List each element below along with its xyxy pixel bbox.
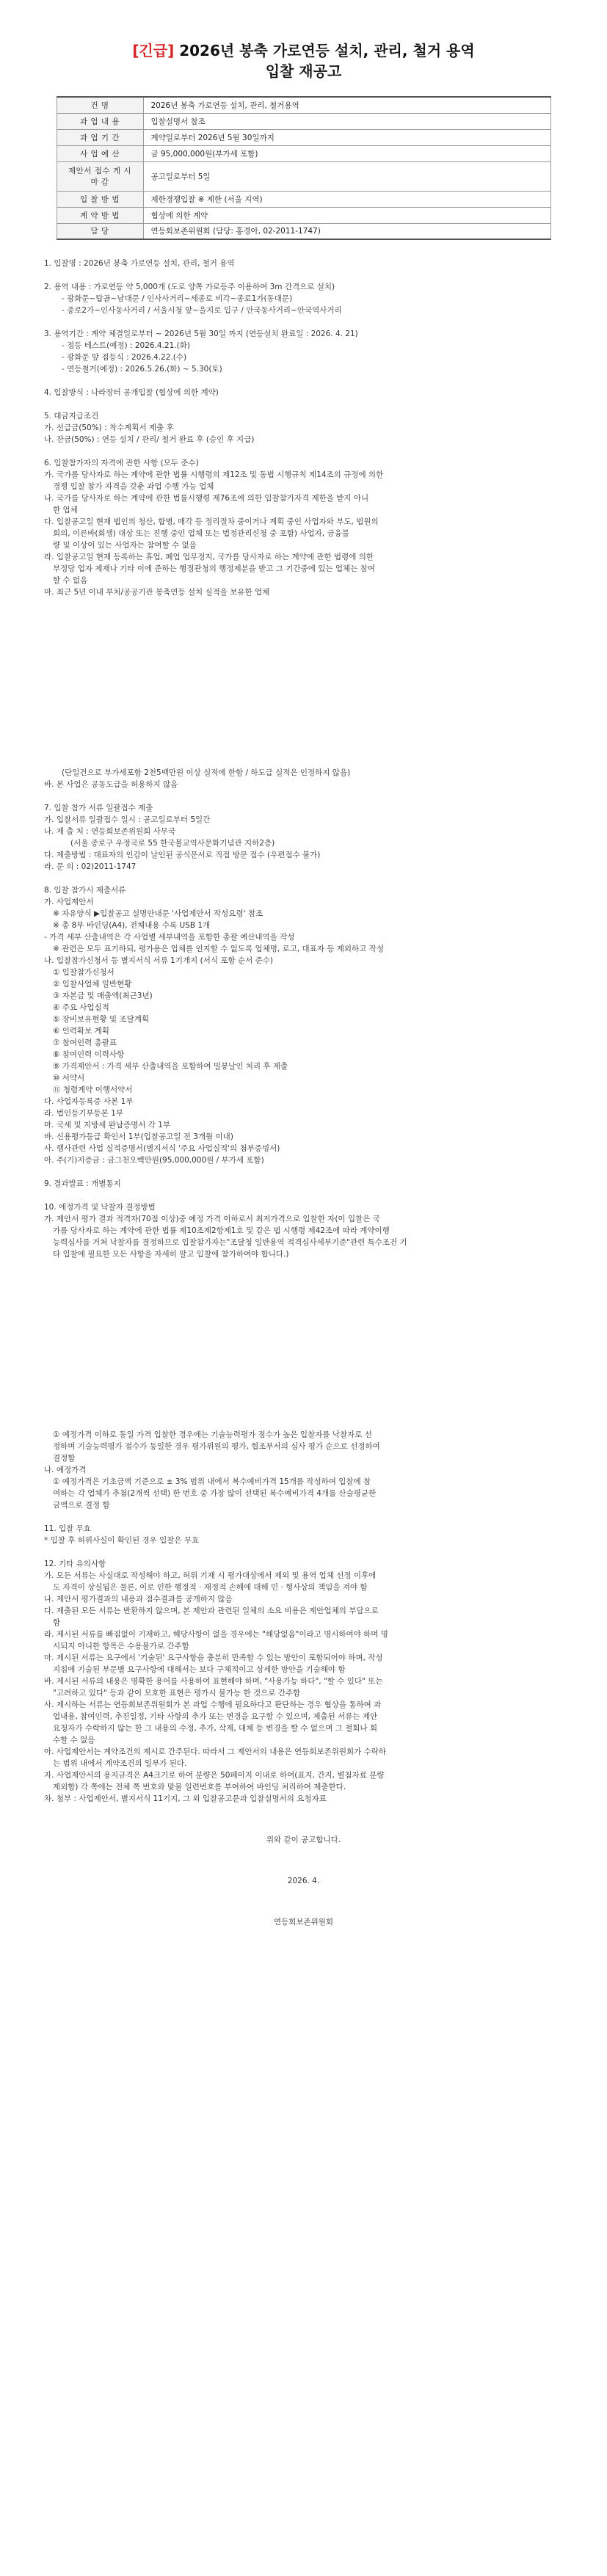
section-7: [44, 802, 563, 873]
closing-statement: 위와 같이 공고합니다.: [266, 1835, 341, 1844]
section-line: 바. 본 사업은 공동도급을 허용하지 않음: [44, 780, 178, 789]
notice-body: [44, 258, 563, 1928]
section-line: 마. 최근 5년 이내 부처/공공기관 봉축연등 설치 실적을 보유한 업체: [44, 588, 270, 597]
section-line: 금액으로 결정 함: [53, 1501, 110, 1510]
section-line: 다. 제출된 모든 서류는 반환하지 않으며, 본 제안과 관련된 일체의 소요 비용은 제안업체의 부담으로: [44, 1607, 379, 1615]
table-row: [57, 191, 550, 207]
section-line: - 점등 테스트(예정) : 2026.4.21.(화): [62, 341, 190, 350]
section-6: [44, 457, 563, 598]
section-10-continued: [44, 1429, 563, 1511]
section-line: 여하는 각 업체가 추첨(2개씩 선택) 한 번호 중 가장 많이 선택된 복수예비가격 4개를 산술평균한: [53, 1489, 377, 1498]
section-line: 시되지 아니한 항목은 수용불가로 간주함: [53, 1642, 189, 1651]
section-1: 1. 입찰명 : 2026년 봉축 가로연등 설치, 관리, 철거 용역: [44, 259, 235, 268]
section-line: 2. 용역 내용 : 가로연등 약 5,000개 (도로 양쪽 가로등주 이용하여 3m 간격으로 설치): [44, 283, 335, 291]
section-line: ① 예정가격은 기초금액 기준으로 ± 3% 범위 내에서 복수예비가격 15개를 작성하여 입찰에 참: [53, 1477, 371, 1486]
section-line: 수할 수 없음: [53, 1736, 95, 1744]
section-line: (서울 종로구 우정국로 55 한국불교역사문화기념관 지하2층): [70, 839, 275, 848]
section-8: [44, 884, 563, 1166]
row-key: 과 업 내 용: [57, 113, 143, 129]
section-line: - 광화문 앞 점등식 : 2026.4.22.(수): [62, 353, 187, 362]
section-line: 나. 잔금(50%) : 연등 설치 / 관리/ 철거 완료 후 (승인 후 지급): [44, 435, 255, 444]
section-line: 나. 예정가격: [44, 1466, 87, 1474]
section-line: (단일건으로 부가세포함 2천5백만원 이상 실적에 한함 / 하도급 실적은 인정하지 않음): [62, 768, 351, 777]
section-line: - 종로2가~인사동사거리 / 서울시청 앞~을지로 입구 / 안국동사거리~안국역사거리: [62, 306, 342, 315]
notice-title: [44, 40, 563, 81]
row-key: 담 당: [57, 223, 143, 239]
section-line: 마. 국세 및 지방세 완납증명서 각 1부: [44, 1121, 171, 1129]
section-line: 라. 법인등기부등본 1부: [44, 1109, 123, 1118]
section-line: 자. 사업제안서의 용지규격은 A4크기로 하여 분량은 50페이지 이내로 하여(표지, 간지, 별첨자료 분량: [44, 1771, 385, 1780]
section-line: 라. 문 의 : 02)2011-1747: [44, 862, 137, 871]
section-line: 3. 용역기간 : 계약 체결일로부터 ~ 2026년 5월 30일 까지 (연등설치 완료일 : 2026. 4. 21): [44, 330, 358, 338]
section-line: 다. 입찰공고일 현재 법인의 청산, 합병, 매각 등 정리절차 중이거나 계획 중인 사업자와 부도, 법원의: [44, 517, 379, 526]
section-line: 마. 제시된 서류는 요구에서 '기술된' 요구사항을 충분히 만족할 수 있는 방안이 포함되어야 하며, 작성: [44, 1653, 383, 1662]
section-line: ① 예정가격 이하로 동일 가격 입찰한 경우에는 기술능력평가 점수가 높은 입찰자를 낙찰자로 선: [53, 1430, 372, 1439]
table-row: [57, 223, 550, 239]
section-5: [44, 410, 563, 445]
row-value: 제한경쟁입찰 ※ 제한 (서울 지역): [143, 191, 550, 207]
row-value: 입찰설명서 참조: [143, 113, 550, 129]
section-line: 함: [53, 1618, 61, 1627]
section-line: 11. 입찰 무효: [44, 1524, 91, 1533]
section-line: "고려하고 있다" 등과 같이 모호한 표현은 평가시 불가능 한 것으로 간주함: [53, 1689, 301, 1698]
section-line: * 입찰 후 허위사실이 확인된 경우 입찰은 무효: [44, 1536, 200, 1545]
section-9: 9. 결과발표 : 개별통지: [44, 1179, 121, 1188]
section-line: 다. 사업자등록증 사본 1부: [44, 1097, 134, 1106]
section-line: 라. 제시된 서류를 빠짐없이 기재하고, 해당사항이 없을 경우에는 "해당없음"이라고 명시하여야 하며 명: [44, 1630, 388, 1639]
row-value: 공고일로부터 5일: [143, 161, 550, 191]
row-key: 건 명: [57, 97, 143, 113]
row-key: 과 업 기 간: [57, 129, 143, 145]
section-line: 나. 제 출 처 : 연등회보존위원회 사무국: [44, 827, 176, 836]
section-line: 가. 입찰서류 일괄접수 일시 : 공고일로부터 5일간: [44, 815, 211, 824]
section-line: 회의, 이른바(회생) 대상 또는 진행 중인 업체 또는 법정관리신청 중 포함) 사업자, 금융불: [53, 529, 349, 538]
section-line: ※ 자유양식 ▶입찰공고 설명안내문 '사업제안서 작성요령' 참조: [53, 909, 263, 918]
section-line: ③ 자본금 및 매출액(최근3년): [53, 992, 153, 1000]
section-line: 는 범위 내에서 계약조건의 일부가 된다.: [53, 1759, 187, 1768]
section-line: ※ 총 8부 바인딩(A4), 전체내용 수록 USB 1개: [53, 921, 211, 930]
title-line-1: [44, 40, 563, 61]
row-value: 연등회보존위원회 (담당: 홍경아, 02-2011-1747): [143, 223, 550, 239]
section-line: ① 입찰참가신청서: [53, 968, 115, 977]
section-line: 가. 선급금(50%) : 착수계획서 제출 후: [44, 423, 174, 432]
section-line: 제외함) 각 쪽에는 전체 쪽 번호와 맞물 일련번호를 부여하여 바인딩 처리하여 제출한다.: [53, 1783, 346, 1791]
section-line: ⑤ 장비보유현황 및 조달계획: [53, 1015, 149, 1024]
title-line-2: 입찰 재공고: [265, 62, 342, 80]
section-line: ⑥ 인력확보 계획: [53, 1027, 109, 1036]
row-key: 계 약 방 법: [57, 207, 143, 223]
section-line: 바. 제시된 서류의 내용은 명확한 용어를 사용하여 표현해야 하며, "사용가능 하다", "할 수 있다" 또는: [44, 1677, 383, 1686]
section-line: 아. 사업제안서는 계약조건의 제시로 간주된다. 따라서 그 제안서의 내용은 연등회보존위원회가 수락하: [44, 1747, 387, 1756]
section-line: 아. 주(기)지증금 : 금그천오백만원(95,000,000원 / 부가세 포함): [44, 1156, 264, 1165]
section-line: ⑨ 가격제안서 : 가격 세부 산출내역을 포함하여 밀봉날인 처리 후 제출: [53, 1062, 288, 1071]
row-key: 입 찰 방 법: [57, 191, 143, 207]
section-line: 요청자가 수락하지 않는 한 그 내용의 수정, 추가, 삭제, 대체 등 변경을 할 수 없으며 그 철회나 회: [53, 1724, 378, 1733]
section-line: 바. 신용평가등급 확인서 1부(입찰공고일 전 3개월 이내): [44, 1132, 233, 1141]
closing-issuer: 연등회보존위원회: [273, 1918, 334, 1926]
section-line: 타 입찰에 필요한 모든 사항을 자세히 알고 입찰에 참가하여야 합니다.): [53, 1250, 289, 1259]
section-line: 량 및 이상이 있는 사업자는 참여할 수 없음: [53, 541, 197, 550]
section-line: 업내용, 참여인력, 추진일정, 기타 사항의 추가 또는 변경을 요구할 수 있으며, 제출된 서류는 제안: [53, 1712, 378, 1721]
table-row: [57, 113, 550, 129]
section-line: 나. 국가를 당사자로 하는 계약에 관한 법률시행령 제76조에 의한 입찰참가자격 제한을 받지 아니: [44, 494, 369, 503]
section-line: 다. 제출방법 : 대표자의 인감이 날인된 공식문서로 직접 방문 접수 (우편접수 불가): [44, 851, 321, 859]
section-line: 가를 당사자로 하는 계약에 관한 법률 제10조제2항제1호 및 같은 법 시행령 제42조에 따라 계약이행: [53, 1226, 390, 1235]
section-line: 5. 대금지급조건: [44, 412, 99, 421]
section-line: ※ 관련은 모두 표기하되, 평가용은 업체를 인지할 수 없도록 업체명, 로고, 대표자 등 제외하고 작성: [53, 945, 384, 953]
row-value: 협상에 의한 계약: [143, 207, 550, 223]
row-value: 금 95,000,000원(부가세 포함): [143, 145, 550, 161]
section-line: ④ 주요 사업실적: [53, 1003, 109, 1012]
urgent-tag: [긴급]: [132, 42, 175, 59]
section-line: 6. 입찰참가자의 자격에 관한 사항 (모두 준수): [44, 459, 199, 467]
section-10: [44, 1201, 563, 1260]
section-line: 정하며 기술능력평가 점수가 동일한 경우 평가위원의 평가, 협조부서의 심사 평가 순으로 선정하여: [53, 1442, 380, 1451]
section-line: 차. 첨부 : 사업제안서, 별지서식 11기지, 그 외 입찰공고문과 입찰설명서의 요청자료: [44, 1794, 327, 1803]
table-row: [57, 207, 550, 223]
section-line: 가. 사업제안서: [44, 898, 94, 906]
section-line: 12. 기타 유의사항: [44, 1560, 106, 1568]
section-line: ⑩ 서약서: [53, 1074, 85, 1083]
summary-table: [57, 96, 551, 240]
section-line: ⑦ 참여인력 총괄표: [53, 1038, 117, 1047]
section-2: [44, 281, 563, 316]
table-row: [57, 97, 550, 113]
section-line: 가. 국가를 당사자로 하는 계약에 관한 법률 시행령의 제12조 및 동법 시행규칙 제14조의 규정에 의한: [44, 470, 384, 479]
section-line: 나. 제안서 평가결과의 내용과 점수결과를 공개하지 않음: [44, 1595, 233, 1604]
section-line: ⑧ 참여인력 이력사항: [53, 1050, 125, 1059]
closing-date: 2026. 4.: [287, 1877, 320, 1885]
closing-block: [44, 1834, 563, 1928]
section-line: 10. 에정가격 및 낙찰자 결정방법: [44, 1203, 156, 1212]
table-row: [57, 129, 550, 145]
section-line: 가. 모든 서류는 사실대로 작성해야 하고, 허위 기재 시 평가대상에서 제외 및 용역 업체 선정 이후에: [44, 1571, 377, 1580]
section-line: 나. 입찰참가신청서 등 별지서식 서류 1기개지 (서식 포함 순서 준수): [44, 956, 273, 965]
section-line: - 연등철거(예정) : 2026.5.26.(화) ~ 5.30(토): [62, 365, 222, 374]
row-value: 계약일로부터 2026년 5월 30일까지: [143, 129, 550, 145]
section-line: 도 자격이 상실됨은 물론, 이로 인한 행정적 · 재정적 손해에 대해 민 · 형사상의 책임을 져야 함: [53, 1583, 368, 1592]
title-main: 2026년 봉축 가로연등 설치, 관리, 철거 용역: [179, 42, 475, 59]
section-line: - 가격 세부 산출내역은 각 사업별 세부내역을 포함한 총괄 예산내역을 작성: [44, 933, 295, 942]
section-line: 결정함: [53, 1454, 76, 1463]
section-line: 경쟁 입찰 참가 자격을 갖춘 과업 수행 가능 업체: [53, 482, 214, 491]
section-line: 사. 제시하는 서류는 연등회보존위원회가 본 과업 수행에 필요하다고 판단하는 경우 협상을 통하여 과: [44, 1700, 382, 1709]
section-line: 가. 제안서 평가 결과 적격자(70점 이상)중 예정 가격 이하로서 최저가격으로 입찰한 자(이 입찰은 국: [44, 1215, 380, 1223]
row-key: 제안서 접수 게 시 마 감: [57, 161, 143, 191]
section-6-note: [44, 767, 563, 790]
section-line: 부정당 업자 제재나 기타 이에 준하는 행정관청의 행정제분을 받고 그 기간중에 있는 업체는 참여: [53, 564, 375, 573]
section-line: 7. 입찰 참가 서류 일괄접수 제출: [44, 804, 153, 812]
section-line: 라. 입찰공고일 현재 등록하는 휴업, 폐업 업무정지, 국가를 당사자로 하는 계약에 관한 법령에 의한: [44, 553, 374, 561]
table-row: [57, 161, 550, 191]
section-line: 할 수 없음: [53, 576, 88, 585]
table-row: [57, 145, 550, 161]
section-line: - 광화문~탑골~남대문 / 인사사거리~세종로 비각~종로1가(동대문): [62, 294, 293, 303]
section-line: 능력심사를 거쳐 낙찰자를 결정하므로 입찰참가자는"조달청 일반용역 적격심사세부기준"관련 특수조건 기: [53, 1238, 407, 1247]
section-line: 사. 행사관련 사업 실적증명서(별지서식 '주요 사업실적'의 첨부증빙서): [44, 1144, 280, 1153]
row-value: 2026년 봉축 가로연등 설치, 관리, 철거용역: [143, 97, 550, 113]
section-line: ⑪ 청렴계약 이행서약서: [53, 1085, 133, 1094]
section-12: [44, 1558, 563, 1805]
section-line: 8. 입찰 참가시 제출서류: [44, 886, 126, 895]
section-11: [44, 1523, 563, 1546]
section-4: 4. 입찰방식 : 나라장터 공개입찰 (협상에 의한 계약): [44, 388, 219, 397]
section-line: 한 업체: [53, 506, 78, 514]
row-key: 사 업 예 산: [57, 145, 143, 161]
section-line: 지침에 기술된 부문별 요구사항에 대해서는 보다 구체적이고 상세한 방안을 기술해야 함: [53, 1665, 346, 1674]
section-line: ② 입찰사업체 일반현황: [53, 980, 132, 989]
section-3: [44, 328, 563, 375]
